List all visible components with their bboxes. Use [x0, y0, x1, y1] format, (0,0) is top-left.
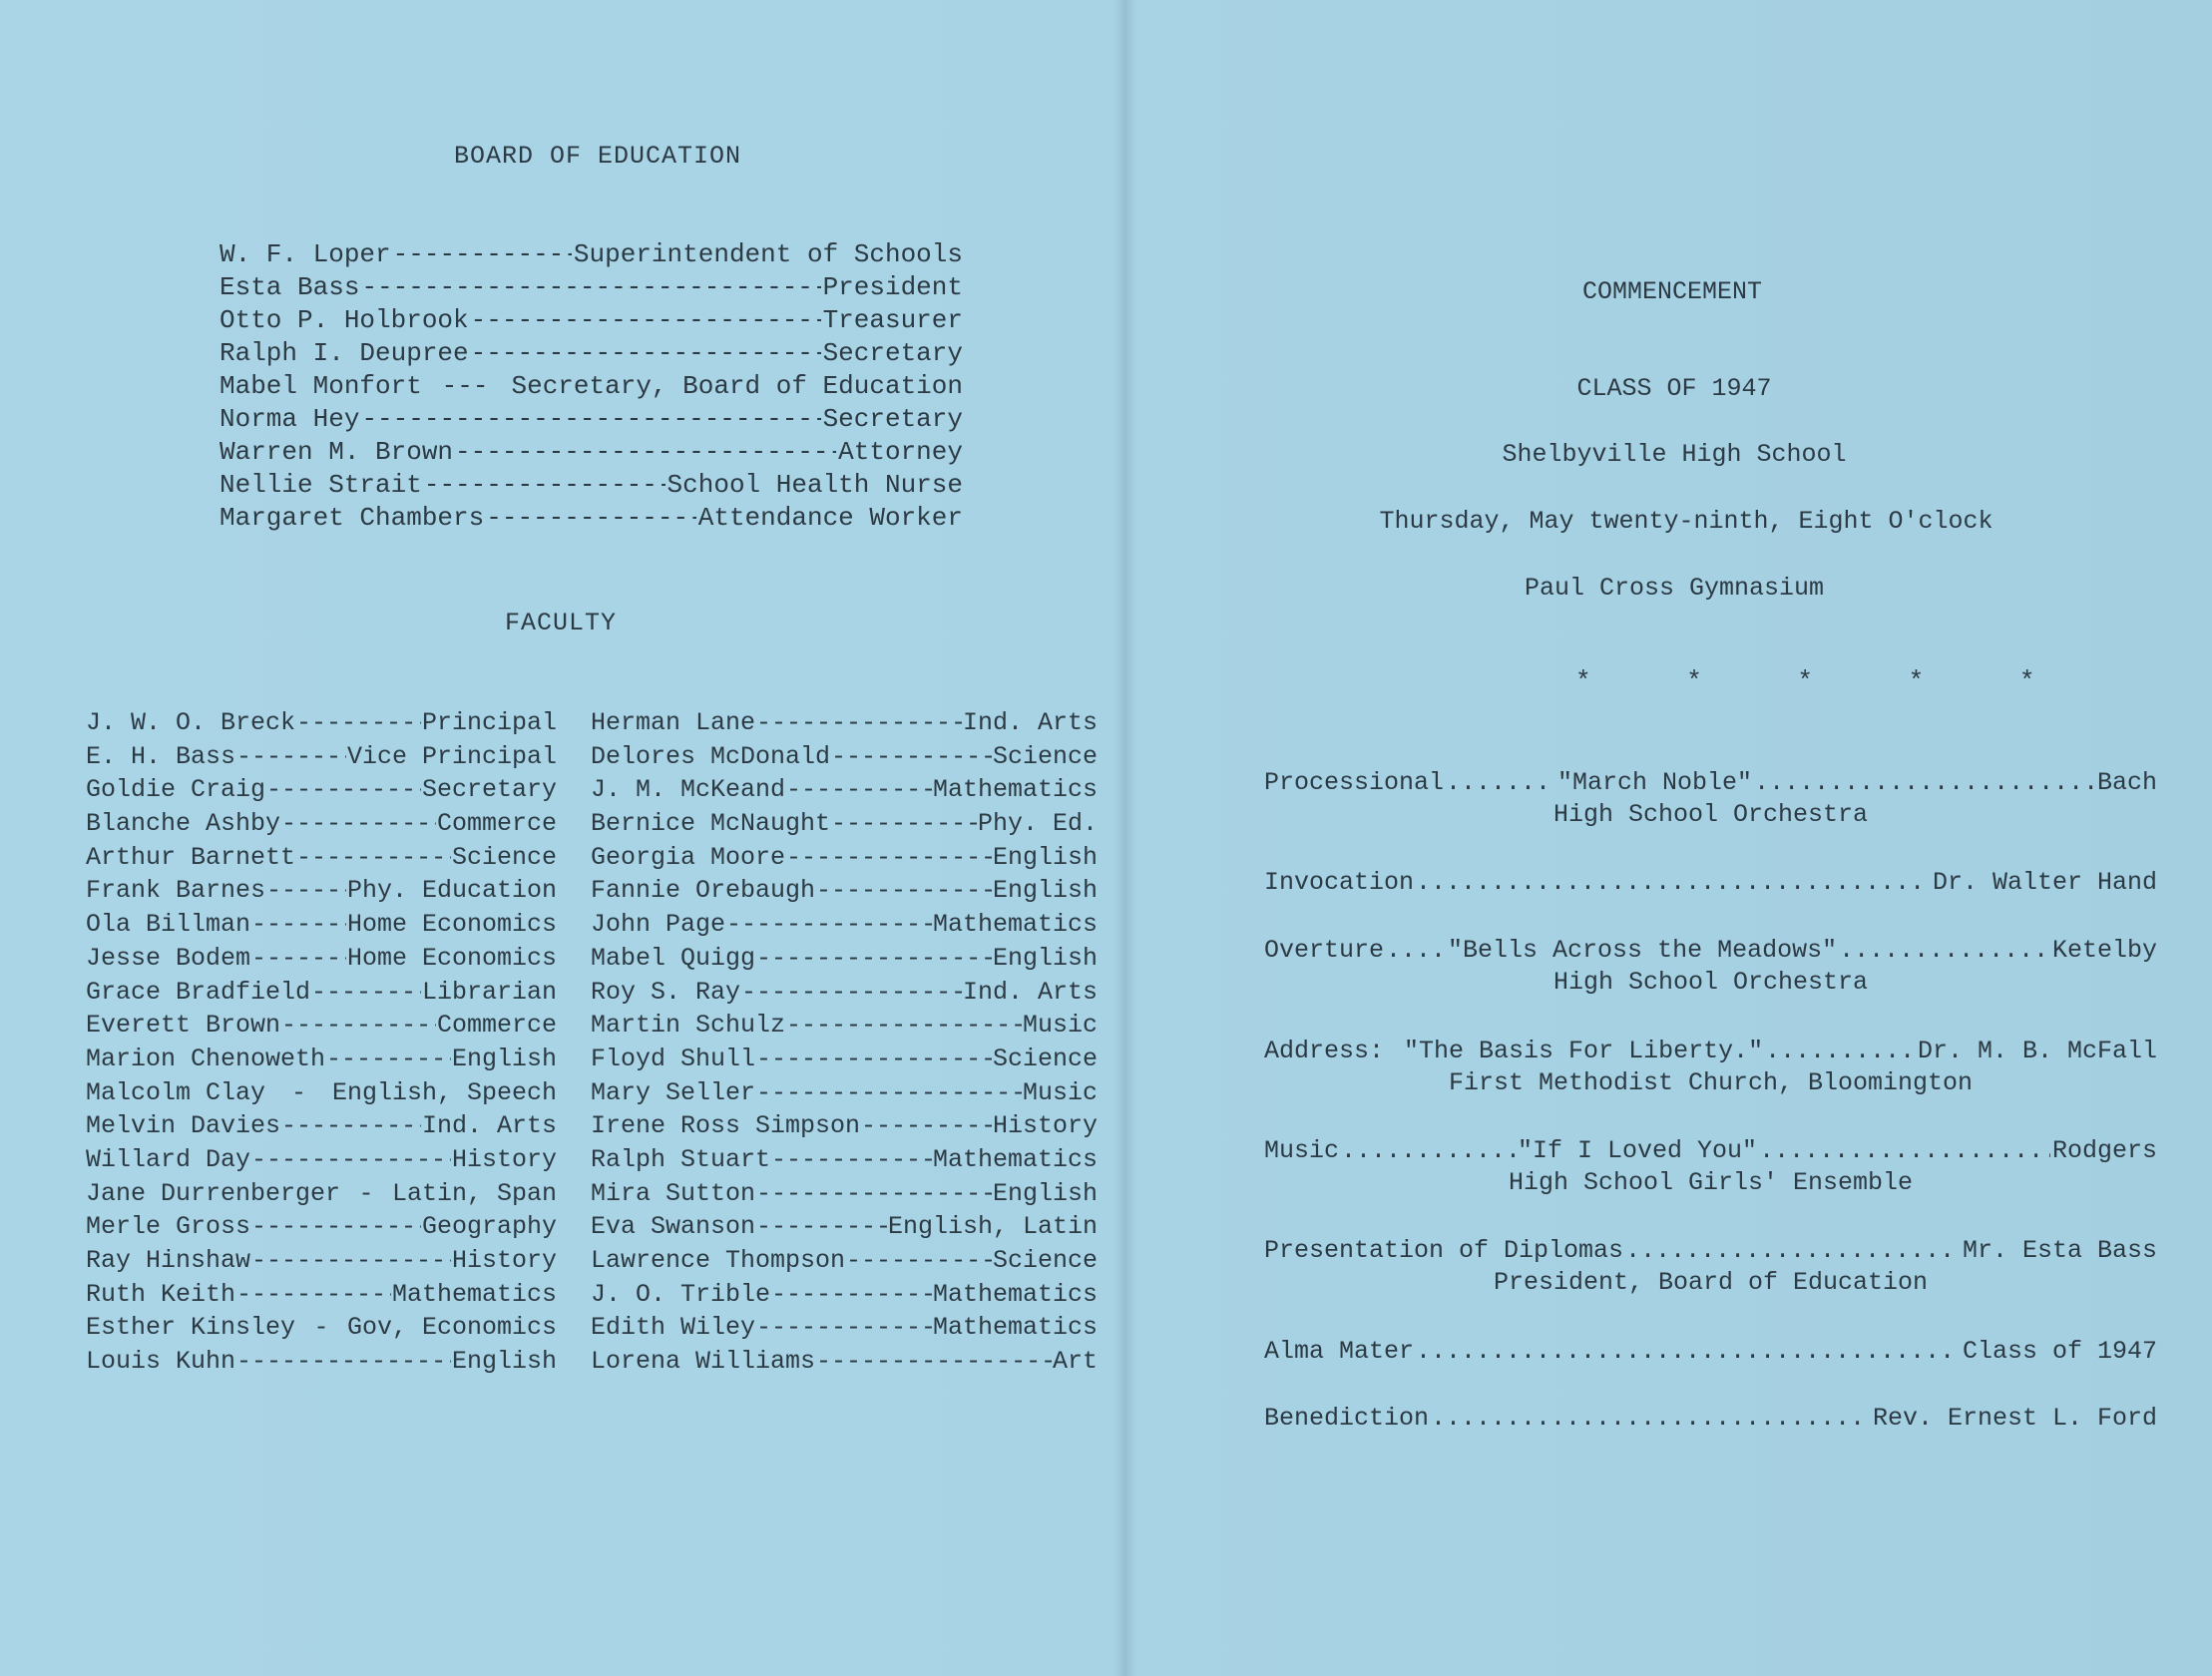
faculty-name: Everett Brown: [86, 1011, 281, 1041]
faculty-role: History: [451, 1144, 557, 1174]
faculty-role: Gov, Economics: [346, 1313, 557, 1343]
faculty-row: [86, 742, 557, 776]
faculty-row: [86, 1280, 557, 1314]
faculty-role: Mathematics: [932, 1313, 1098, 1343]
board-name: Otto P. Holbrook: [220, 305, 469, 335]
board-name: Norma Hey: [220, 404, 360, 434]
faculty-role: Science: [992, 1246, 1098, 1275]
faculty-row: [86, 1313, 557, 1347]
program-item-title: "If I Loved You": [1518, 1136, 1758, 1165]
faculty-name: E. H. Bass: [86, 741, 236, 771]
faculty-row: [591, 1145, 1098, 1179]
faculty-name: Malcolm Clay: [86, 1077, 266, 1107]
program-item: [1264, 1404, 2157, 1436]
faculty-role: Principal: [421, 708, 557, 737]
faculty-name: Lawrence Thompson: [591, 1246, 846, 1275]
faculty-name: Ralph Stuart: [591, 1144, 771, 1174]
faculty-row: [86, 775, 557, 809]
faculty-row: [86, 876, 557, 910]
board-role: Attorney: [838, 437, 963, 467]
faculty-heading: FACULTY: [505, 609, 618, 637]
program-item-sub: President, Board of Education: [1493, 1268, 1929, 1297]
board-role: Treasurer: [822, 305, 963, 335]
faculty-role: English: [451, 1347, 557, 1377]
faculty-role: Secretary: [421, 775, 557, 805]
program-item-sub: High School Girls' Ensemble: [1508, 1168, 1914, 1197]
faculty-row: [86, 978, 557, 1012]
faculty-name: Roy S. Ray: [591, 977, 741, 1007]
faculty-name: Mabel Quigg: [591, 943, 756, 973]
board-role: Secretary: [822, 404, 963, 434]
faculty-role: Music: [1022, 1011, 1098, 1041]
faculty-row: [86, 1045, 557, 1078]
faculty-row: [591, 910, 1098, 944]
program-item: [1264, 868, 2157, 900]
faculty-name: Melvin Davies: [86, 1111, 281, 1141]
faculty-role: English: [992, 943, 1098, 973]
class-line: CLASS OF 1947: [1576, 374, 1772, 403]
board-row: [220, 305, 963, 338]
faculty-row: [591, 944, 1098, 978]
board-role: Secretary: [822, 338, 963, 368]
faculty-role: Home Economics: [346, 910, 557, 940]
faculty-row: [86, 944, 557, 978]
center-fold: [1114, 0, 1136, 1676]
date-line: Thursday, May twenty-ninth, Eight O'clock: [1379, 507, 1993, 536]
faculty-role: English: [992, 876, 1098, 906]
program-item-by: Bach: [2096, 768, 2157, 797]
program-item: [1264, 1337, 2157, 1369]
faculty-row: [591, 1111, 1098, 1145]
faculty-role: Latin, Span: [391, 1178, 557, 1208]
faculty-role: Mathematics: [932, 1279, 1098, 1309]
faculty-row: [86, 1111, 557, 1145]
program-item-by: Dr. M. B. McFall: [1917, 1037, 2157, 1065]
faculty-name: Willard Day: [86, 1144, 251, 1174]
faculty-row: [591, 775, 1098, 809]
board-row: [220, 338, 963, 371]
faculty-name: John Page: [591, 910, 726, 940]
faculty-name: Ruth Keith: [86, 1279, 236, 1309]
board-row: [220, 371, 963, 404]
faculty-row: [591, 978, 1098, 1012]
faculty-row: [86, 910, 557, 944]
faculty-role: Science: [992, 741, 1098, 771]
faculty-role: Ind. Arts: [962, 977, 1098, 1007]
right-page: [1136, 0, 2212, 1676]
program-item-sub: High School Orchestra: [1552, 800, 1869, 829]
faculty-row: [86, 1078, 557, 1112]
faculty-role: Art: [1052, 1347, 1098, 1377]
faculty-row: [591, 1045, 1098, 1078]
program-item-by: Rodgers: [2051, 1136, 2157, 1165]
faculty-row: [86, 1347, 557, 1381]
faculty-name: Marion Chenoweth: [86, 1044, 326, 1073]
program-item-title: "Bells Across the Meadows": [1448, 936, 1838, 965]
faculty-row: [591, 1246, 1098, 1280]
program-item-name: Alma Mater: [1264, 1337, 1415, 1366]
faculty-row: [86, 1246, 557, 1280]
faculty-role: History: [992, 1111, 1098, 1141]
faculty-name: Mary Seller: [591, 1077, 756, 1107]
faculty-name: Blanche Ashby: [86, 809, 281, 839]
faculty-row: [591, 1347, 1098, 1381]
faculty-row: [591, 1011, 1098, 1045]
program-item-name: Invocation: [1264, 868, 1415, 897]
board-row: [220, 272, 963, 305]
faculty-row: [86, 843, 557, 877]
program-item-by: Dr. Walter Hand: [1932, 868, 2157, 897]
faculty-row: [86, 1145, 557, 1179]
program-item-by: Mr. Esta Bass: [1962, 1236, 2157, 1265]
faculty-column-left: [86, 708, 557, 1381]
board-row: [220, 404, 963, 437]
faculty-role: English: [992, 842, 1098, 872]
faculty-row: [591, 1212, 1098, 1246]
faculty-role: English, Speech: [331, 1077, 557, 1107]
board-row: [220, 437, 963, 470]
program-item: [1264, 936, 2157, 1000]
faculty-name: Jane Durrenberger: [86, 1178, 341, 1208]
program-item-sub: High School Orchestra: [1552, 968, 1869, 997]
faculty-role: Science: [451, 842, 557, 872]
faculty-row: [591, 1280, 1098, 1314]
program-item: [1264, 1236, 2157, 1300]
faculty-name: Herman Lane: [591, 708, 756, 737]
faculty-row: [86, 1011, 557, 1045]
board-role: Attendance Worker: [697, 503, 963, 533]
board-role: Superintendent of Schools: [573, 239, 963, 269]
faculty-name: Esther Kinsley: [86, 1313, 296, 1343]
faculty-name: Lorena Williams: [591, 1347, 816, 1377]
faculty-row: [86, 1179, 557, 1213]
faculty-role: Mathematics: [932, 775, 1098, 805]
faculty-name: J. W. O. Breck: [86, 708, 296, 737]
school-name: Shelbyville High School: [1502, 440, 1847, 469]
program-item-by: Ketelby: [2051, 936, 2157, 965]
program-item-name: Overture: [1264, 936, 1385, 965]
faculty-row: [86, 809, 557, 843]
board-role: Secretary, Board of Education: [511, 371, 963, 401]
faculty-role: History: [451, 1246, 557, 1275]
faculty-name: Irene Ross Simpson: [591, 1111, 861, 1141]
venue: Paul Cross Gymnasium: [1524, 574, 1825, 603]
board-name: Warren M. Brown: [220, 437, 454, 467]
program-item-sub: First Methodist Church, Bloomington: [1448, 1068, 1974, 1097]
faculty-name: Arthur Barnett: [86, 842, 296, 872]
board-row: [220, 239, 963, 272]
program-item-name: Presentation of Diplomas: [1264, 1236, 1624, 1265]
faculty-name: Edith Wiley: [591, 1313, 756, 1343]
program-item-name: Benediction: [1264, 1404, 1430, 1433]
faculty-name: Grace Bradfield: [86, 977, 311, 1007]
program-item-by: Rev. Ernest L. Ford: [1872, 1404, 2157, 1433]
program-item: [1264, 768, 2157, 832]
faculty-role: Ind. Arts: [421, 1111, 557, 1141]
board-role: President: [822, 272, 963, 302]
faculty-role: Commerce: [436, 1011, 557, 1041]
faculty-role: English, Latin: [887, 1212, 1098, 1242]
board-name: Margaret Chambers: [220, 503, 485, 533]
board-role: School Health Nurse: [666, 470, 963, 500]
faculty-row: [86, 708, 557, 742]
faculty-name: Bernice McNaught: [591, 809, 831, 839]
faculty-role: English: [451, 1044, 557, 1073]
faculty-row: [591, 843, 1098, 877]
faculty-name: Martin Schulz: [591, 1011, 786, 1041]
program-item-title: "March Noble": [1557, 768, 1753, 797]
faculty-name: Fannie Orebaugh: [591, 876, 816, 906]
faculty-column-right: [591, 708, 1098, 1381]
program-item: [1264, 1037, 2157, 1100]
faculty-name: Floyd Shull: [591, 1044, 756, 1073]
faculty-row: [591, 1078, 1098, 1112]
faculty-name: Frank Barnes: [86, 876, 266, 906]
board-name: Nellie Strait: [220, 470, 422, 500]
program-item-title: "The Basis For Liberty.": [1404, 1037, 1764, 1065]
faculty-role: Geography: [421, 1212, 557, 1242]
faculty-role: Mathematics: [932, 910, 1098, 940]
faculty-role: Phy. Ed.: [977, 809, 1098, 839]
faculty-role: Vice Principal: [346, 741, 557, 771]
faculty-row: [591, 1179, 1098, 1213]
program-item-name: Address:: [1264, 1037, 1385, 1065]
faculty-name: Ray Hinshaw: [86, 1246, 251, 1275]
faculty-name: Georgia Moore: [591, 842, 786, 872]
board-row: [220, 503, 963, 536]
faculty-role: Mathematics: [932, 1144, 1098, 1174]
program-item-name: Music: [1264, 1136, 1340, 1165]
board-name: W. F. Loper: [220, 239, 391, 269]
faculty-row: [591, 876, 1098, 910]
program-item: [1264, 1136, 2157, 1200]
faculty-name: Delores McDonald: [591, 741, 831, 771]
faculty-name: Louis Kuhn: [86, 1347, 236, 1377]
faculty-role: Science: [992, 1044, 1098, 1073]
faculty-role: Librarian: [421, 977, 557, 1007]
board-list: [220, 239, 963, 536]
faculty-row: [591, 809, 1098, 843]
program-item-by: Class of 1947: [1962, 1337, 2157, 1366]
board-name: Mabel Monfort: [220, 371, 422, 401]
faculty-row: [591, 1313, 1098, 1347]
faculty-role: Phy. Education: [346, 876, 557, 906]
faculty-role: Ind. Arts: [962, 708, 1098, 737]
faculty-role: Commerce: [436, 809, 557, 839]
faculty-role: Mathematics: [391, 1279, 557, 1309]
faculty-row: [591, 742, 1098, 776]
board-name: Ralph I. Deupree: [220, 338, 469, 368]
star-divider: * * * * *: [1575, 666, 2075, 696]
faculty-role: Home Economics: [346, 943, 557, 973]
faculty-row: [86, 1212, 557, 1246]
faculty-name: Merle Gross: [86, 1212, 251, 1242]
faculty-name: J. M. McKeand: [591, 775, 786, 805]
faculty-role: English: [992, 1178, 1098, 1208]
program-item-name: Processional: [1264, 768, 1445, 797]
faculty-role: Music: [1022, 1077, 1098, 1107]
faculty-name: Ola Billman: [86, 910, 251, 940]
faculty-name: J. O. Trible: [591, 1279, 771, 1309]
board-row: [220, 470, 963, 503]
faculty-name: Eva Swanson: [591, 1212, 756, 1242]
faculty-row: [591, 708, 1098, 742]
faculty-name: Mira Sutton: [591, 1178, 756, 1208]
faculty-name: Jesse Bodem: [86, 943, 251, 973]
faculty-name: Goldie Craig: [86, 775, 266, 805]
board-name: Esta Bass: [220, 272, 360, 302]
board-heading: BOARD OF EDUCATION: [454, 142, 742, 171]
commencement-title: COMMENCEMENT: [1581, 277, 1763, 306]
